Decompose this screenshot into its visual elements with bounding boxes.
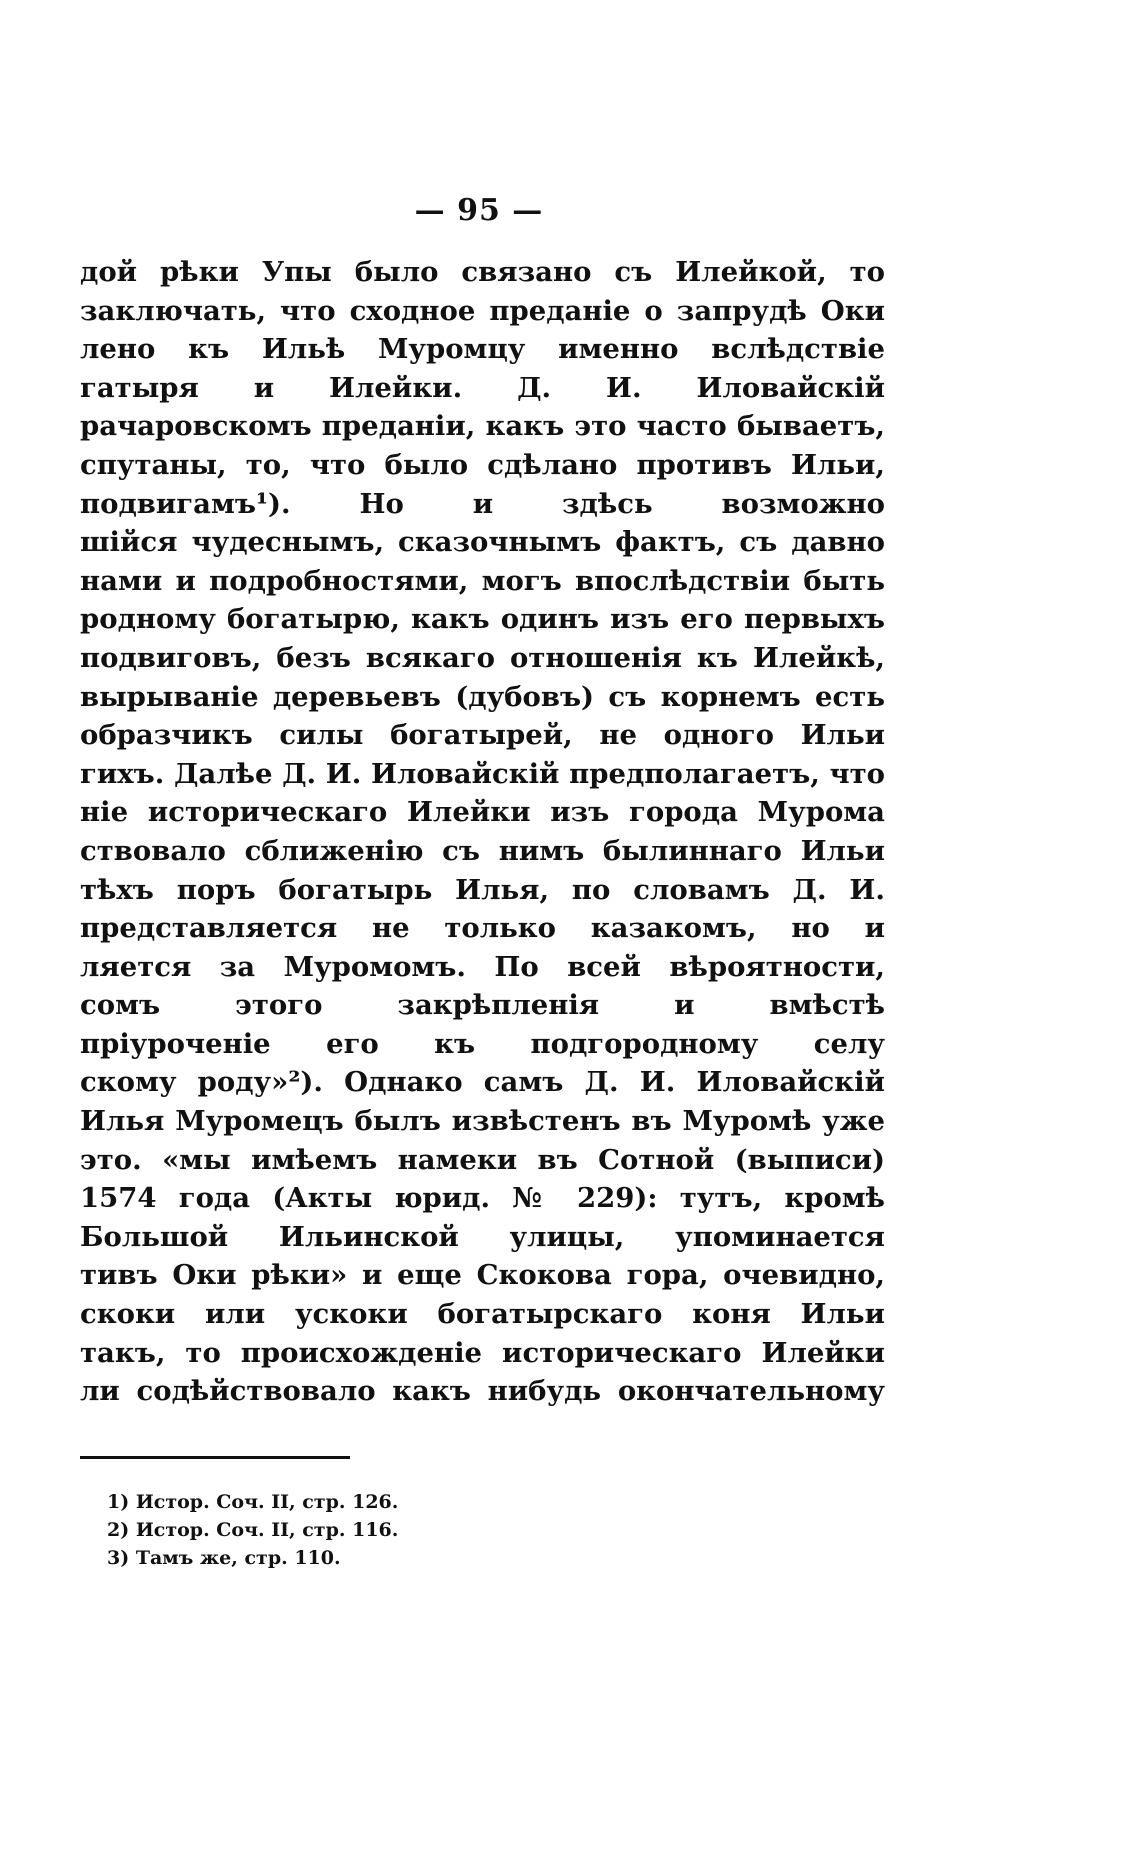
text-line-12: вырываніе деревьевъ (дубовъ) съ корнемъ есть	[80, 680, 885, 713]
text-line-14: гихъ. Далѣе Д. И. Иловайскій предполагаетъ, что	[80, 757, 885, 790]
text-line-15: ніе историческаго Илейки изъ города Мурома	[80, 796, 885, 829]
text-line-28: скоки или ускоки богатырскаго коня Ильи	[80, 1298, 885, 1331]
page-number: — 95 —	[414, 193, 544, 228]
text-line-30: ли содѣйствовало какъ нибудь окончательному	[80, 1375, 885, 1408]
text-line-20: сомъ этого закрѣпленія и вмѣстѣ	[80, 989, 885, 1022]
text-line-17: тѣхъ поръ богатырь Илья, по словамъ Д. И.	[80, 873, 885, 906]
text-line-16: ствовало сближенію съ нимъ былиннаго Ильи	[80, 834, 885, 867]
text-line-25: 1574 года (Акты юрид. № 229): тутъ, кромѣ	[80, 1182, 885, 1215]
text-line-26: Большой Ильинской улицы, упоминается	[80, 1220, 885, 1253]
text-line-24: это. «мы имѣемъ намеки въ Сотной (выписи)	[80, 1143, 885, 1176]
text-line-9: нами и подробностями, могъ впослѣдствіи быть	[80, 564, 885, 597]
text-line-11: подвиговъ, безъ всякаго отношенія къ Илейкѣ,	[80, 641, 885, 674]
text-line-22: скому роду»²). Однако самъ Д. И. Иловайскій	[80, 1066, 885, 1099]
text-line-5: рачаровскомъ преданіи, какъ это часто бываетъ,	[80, 410, 885, 443]
text-line-6: спутаны, то, что было сдѣлано противъ Ильи,	[80, 448, 885, 481]
text-line-4: гатыря и Илейки. Д. И. Иловайскій	[80, 371, 885, 404]
text-line-29: такъ, то происхожденіе историческаго Илейки	[80, 1336, 885, 1369]
footnote-1: 1) Истор. Соч. II, стр. 126.	[107, 1491, 399, 1513]
text-line-13: образчикъ силы богатырей, не одного Ильи	[80, 719, 885, 752]
footnote-3: 3) Тамъ же, стр. 110.	[107, 1547, 341, 1569]
text-line-23: Илья Муромецъ былъ извѣстенъ въ Муромѣ уже	[80, 1105, 885, 1138]
text-line-21: пріуроченіе его къ подгородному селу	[80, 1027, 885, 1060]
text-line-19: ляется за Муромомъ. По всей вѣроятности,	[80, 950, 885, 983]
footnote-separator	[80, 1456, 350, 1459]
text-line-10: родному богатырю, какъ одинъ изъ его первыхъ	[80, 603, 885, 636]
body-text	[80, 253, 885, 1411]
text-line-18: представляется не только казакомъ, но и	[80, 912, 885, 945]
text-line-3: лено къ Ильѣ Муромцу именно вслѣдствіе	[80, 333, 885, 366]
text-line-2: заключать, что сходное преданіе о запрудѣ Оки	[80, 294, 885, 327]
text-line-7: подвигамъ¹). Но и здѣсь возможно	[80, 487, 885, 520]
footnotes	[107, 1488, 707, 1572]
text-line-1: дой рѣки Упы было связано съ Илейкой, то	[80, 256, 885, 288]
footnote-2: 2) Истор. Соч. II, стр. 116.	[107, 1519, 399, 1541]
text-line-27: тивъ Оки рѣки» и еще Скокова гора, очевидно,	[80, 1259, 885, 1292]
text-line-8: шійся чудеснымъ, сказочнымъ фактъ, съ давно	[80, 526, 885, 559]
